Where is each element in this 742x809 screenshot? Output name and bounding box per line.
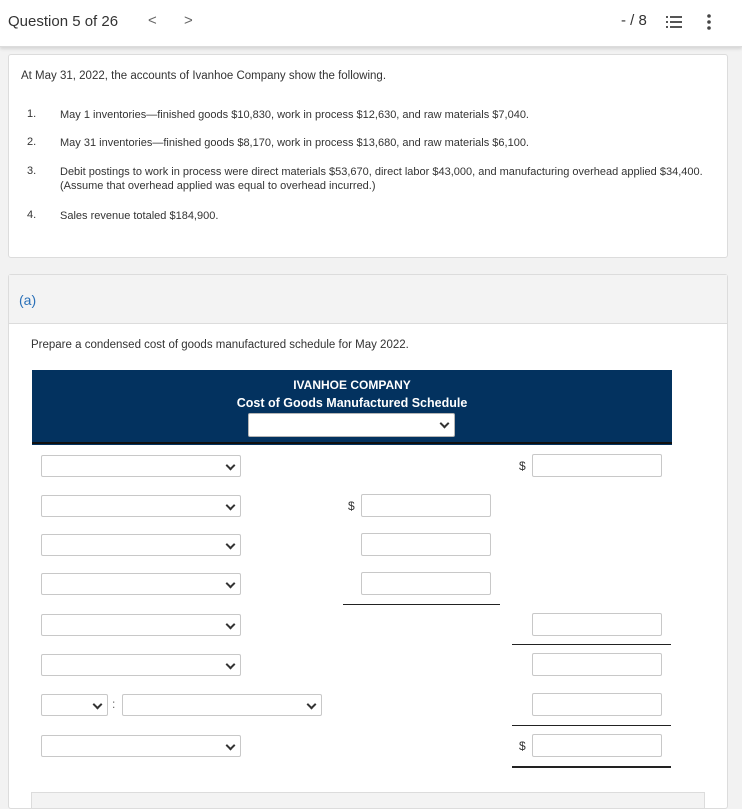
currency-symbol: $: [348, 499, 355, 513]
chevron-down-icon: [226, 540, 236, 550]
currency-symbol: $: [519, 459, 526, 473]
company-name: IVANHOE COMPANY: [293, 378, 411, 392]
line-item-select[interactable]: [41, 654, 241, 676]
operator-select[interactable]: [41, 694, 108, 716]
amount-input[interactable]: [361, 533, 491, 556]
next-section-strip: [31, 792, 705, 808]
amount-input[interactable]: [361, 494, 491, 517]
subtotal-rule: [343, 604, 500, 605]
part-label: (a): [19, 292, 37, 308]
chevron-down-icon: [226, 501, 236, 511]
chevron-down-icon: [226, 741, 236, 751]
total-amount-input[interactable]: [532, 734, 662, 757]
subtotal-rule: [512, 725, 671, 726]
part-a-header: [9, 275, 727, 324]
item-text: May 1 inventories—finished goods $10,830, work in process $12,630, and raw materials $7,040.: [60, 109, 529, 121]
question-counter: Question 5 of 26: [8, 13, 119, 30]
item-number: 2.: [27, 136, 37, 148]
amount-input[interactable]: [532, 653, 662, 676]
item-text: May 31 inventories—finished goods $8,170, work in process $13,680, and raw materials $6,100.: [60, 137, 529, 149]
item-text: Debit postings to work in process were direct materials $53,670, direct labor $43,000, and manufacturing overhead applied $34,400. (Assume that overhead applied was equal to overhead incurred.): [60, 166, 703, 192]
problem-intro: At May 31, 2022, the accounts of Ivanhoe Company show the following.: [21, 70, 387, 82]
amount-input[interactable]: [532, 613, 662, 636]
amount-input[interactable]: [361, 572, 491, 595]
next-question-button[interactable]: >: [184, 12, 193, 29]
line-item-select[interactable]: [41, 735, 241, 757]
currency-symbol: $: [519, 739, 526, 753]
part-a-card: [8, 274, 728, 809]
chevron-down-icon: [226, 620, 236, 630]
line-item-select[interactable]: [41, 573, 241, 595]
score-display: - / 8: [621, 12, 647, 29]
line-item-select[interactable]: [122, 694, 322, 716]
chevron-down-icon: [226, 660, 236, 670]
schedule-title: Cost of Goods Manufactured Schedule: [236, 396, 468, 410]
chevron-down-icon: [93, 700, 103, 710]
item-number: 3.: [27, 165, 37, 177]
colon-separator: :: [112, 697, 116, 711]
list-icon[interactable]: [666, 15, 682, 29]
chevron-down-icon: [307, 700, 317, 710]
chevron-down-icon: [226, 461, 236, 471]
period-select[interactable]: [248, 413, 455, 437]
amount-input[interactable]: [532, 693, 662, 716]
item-text: Sales revenue totaled $184,900.: [60, 210, 219, 222]
more-vertical-icon[interactable]: [706, 13, 712, 31]
item-number: 1.: [27, 108, 37, 120]
subtotal-rule: [512, 644, 671, 645]
amount-input[interactable]: [532, 454, 662, 477]
divider: [32, 442, 672, 444]
total-double-rule: [512, 766, 671, 768]
schedule-header: [32, 370, 672, 445]
line-item-select[interactable]: [41, 614, 241, 636]
item-number: 4.: [27, 209, 37, 221]
line-item-select[interactable]: [41, 495, 241, 517]
previous-question-button[interactable]: <: [148, 12, 157, 29]
part-a-prompt: Prepare a condensed cost of goods manufactured schedule for May 2022.: [31, 339, 409, 351]
problem-card: [8, 54, 728, 258]
chevron-down-icon: [440, 419, 450, 429]
line-item-select[interactable]: [41, 455, 241, 477]
chevron-down-icon: [226, 579, 236, 589]
line-item-select[interactable]: [41, 534, 241, 556]
top-bar: [0, 0, 742, 47]
